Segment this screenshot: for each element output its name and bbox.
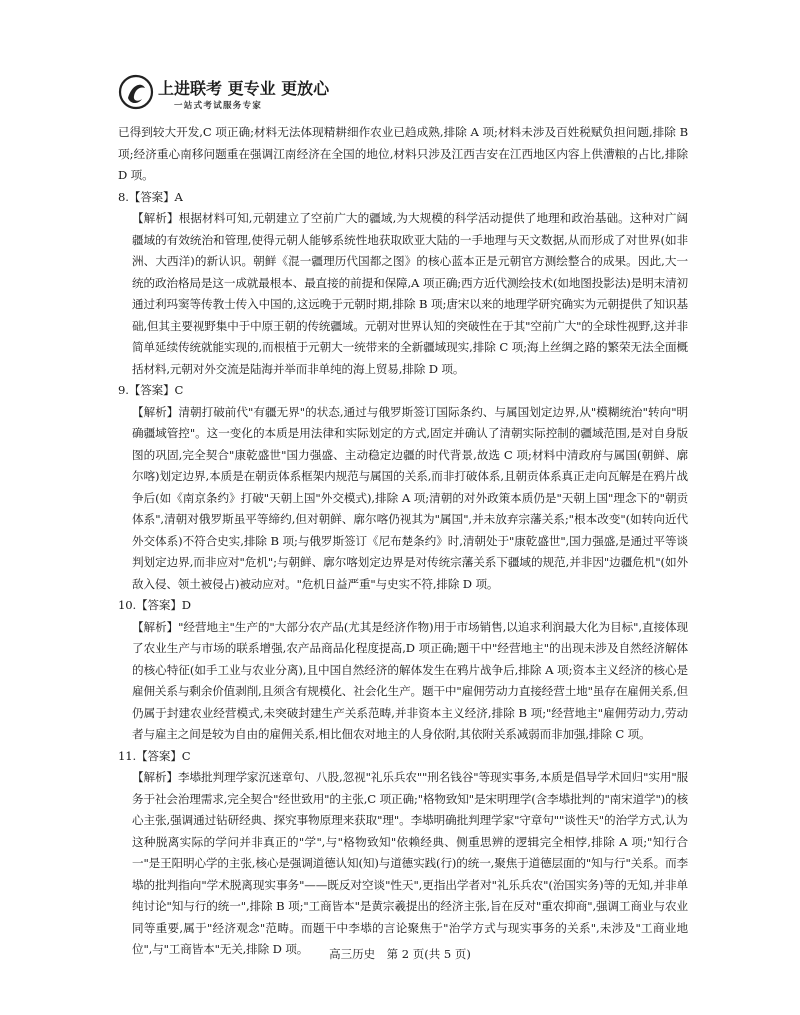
q11-analysis: 【解析】李塨批判理学家沉迷章句、八股,忽视"礼乐兵农""刑名钱谷"等现实事务,本质是倡导学术回归"实用"服务于社会治理需求,完全契合"经世致用"的主张,C 项正确;"格物致知"是宋明理学(含李塨批判的"南宋道学")的核心主张,强调通过钻研经典、探究事物原理来获取"理"。李塨明确批判理学家"守章句""谈性天"的治学方式,认为这种脱离实际的学问并非真正的"学",与"格物致知"依赖经典、侧重思辨的逻辑完全相悖,排除 A 项;"知行合一"是王阳明心学的主张,核心是强调道德认知(知)与道德实践(行)的统一,聚焦于道德层面的"知与行"关系。而李塨的批判指向"学术脱离现实事务"——既反对空谈"性天",更指出学者对"礼乐兵农"(治国实务)等的无知,并非单纯讨论"知与行的统一",排除 B 项;"工商皆本"是黄宗羲提出的经济主张,旨在反对"重农抑商",强调工商业与农业同等重要,属于"经济观念"范畴。而题干中李塨的言论聚焦于"治学方式与现实事务的关系",未涉及"工商业地位",与"工商皆本"无关,排除 D 项。	[132, 770, 688, 956]
brand-name: 上进联考 更专业 更放心	[158, 79, 330, 98]
q11-answer: 11.【答案】C	[118, 748, 191, 763]
q10-answer: 10.【答案】D	[118, 598, 191, 612]
q9-analysis: 【解析】清朝打破前代"有疆无界"的状态,通过与俄罗斯签订国际条约、与属国划定边界,从"模糊统治"转向"明确疆域管控"。这一变化的本质是用法律和实际划定的方式,固定并确认了清朝实际控制的疆域范围,是对自身版图的巩固,完全契合"康乾盛世"国力强盛、主动稳定边疆的时代背景,故选 C 项;材料中清政府与属国(朝鲜、廓尔喀)划定边界,本质是在朝贡体系框架内规范与属国的关系,而非打破体系,且朝贡体系真正走向瓦解是在鸦片战争后(如《南京条约》打破"天朝上国"外交模式),排除 A 项;清朝的对外政策本质仍是"天朝上国"理念下的"朝贡体系",清朝对俄罗斯虽平等缔约,但对朝鲜、廓尔喀仍视其为"属国",并未放弃宗藩关系;"根本改变"(如转向近代外交体系)不符合史实,排除 B 项;与俄罗斯签订《尼布楚条约》时,清朝处于"康乾盛世",国力强盛,是通过平等谈判划定边界,而非应对"危机";与朝鲜、廓尔喀划定边界是对传统宗藩关系下疆域的规范,并非因"边疆危机"(如外敌入侵、领土被侵占)被动应对。"危机日益严重"与史实不符,排除 D 项。	[132, 404, 688, 591]
page-footer: 高三历史 第 2 页(共 5 页)	[329, 947, 471, 961]
logo-icon	[118, 74, 154, 110]
q9-answer: 9.【答案】C	[118, 383, 184, 397]
answer-content	[118, 122, 688, 961]
q10-analysis: 【解析】"经营地主"生产的"大部分农产品(尤其是经济作物)用于市场销售,以追求利润最大化为目标",直接体现了农业生产与市场的联系增强,农产品商品化程度提高,D 项正确;题干中"经营地主"的出现未涉及自然经济解体的核心特征(如手工业与农业分离),且中国自然经济的解体发生在鸦片战争后,排除 A 项;资本主义经济的核心是雇佣关系与剩余价值剥削,且须含有规模化、社会化生产。题干中"雇佣劳动力直接经营土地"虽存在雇佣关系,但仍属于封建农业经营模式,未突破封建生产关系范畴,并非资本主义经济,排除 B 项;"经营地主"雇佣劳动力,劳动者与雇主之间是较为自由的雇佣关系,相比佃农对地主的人身依附,其依附关系减弱而非加强,排除 C 项。	[132, 619, 688, 741]
q7-analysis-tail: 已得到较大开发,C 项正确;材料无法体现精耕细作农业已趋成熟,排除 A 项;材料未涉及百姓税赋负担问题,排除 B 项;经济重心南移问题重在强调江南经济在全国的地位,材料只涉及江西吉安在江西地区内容上供漕粮的占比,排除 D 项。	[118, 125, 688, 182]
q8-analysis: 【解析】根据材料可知,元朝建立了空前广大的疆域,为大规模的科学活动提供了地理和政治基础。这种对广阔疆域的有效统治和管理,使得元朝人能够系统性地获取欧亚大陆的一手地理与天文数据,从而形成了对世界(如非洲、大西洋)的新认识。朝鲜《混一疆理历代国都之图》的核心蓝本正是元朝官方测绘整合的成果。因此,大一统的政治格局是这一成就最根本、最直接的前提和保障,A 项正确;西方近代测绘技术(如地图投影法)是明末清初通过利玛窦等传教士传入中国的,这远晚于元朝时期,排除 B 项;唐宋以来的地理学研究确实为元朝提供了知识基础,但其主要视野集中于中原王朝的传统疆域。元朝对世界认知的突破性在于其"空前广大"的全球性视野,这并非简单延续传统就能实现的,而根植于元朝大一统带来的全新疆域现实,排除 C 项;海上丝绸之路的繁荣无法全面概括材料,元朝对外交流是陆海并举而非单纯的海上贸易,排除 D 项。	[132, 211, 688, 376]
q8-answer: 8.【答案】A	[118, 189, 183, 204]
brand-subtitle: 一站式考试服务专家	[174, 101, 263, 111]
header-logo-block	[118, 74, 330, 114]
